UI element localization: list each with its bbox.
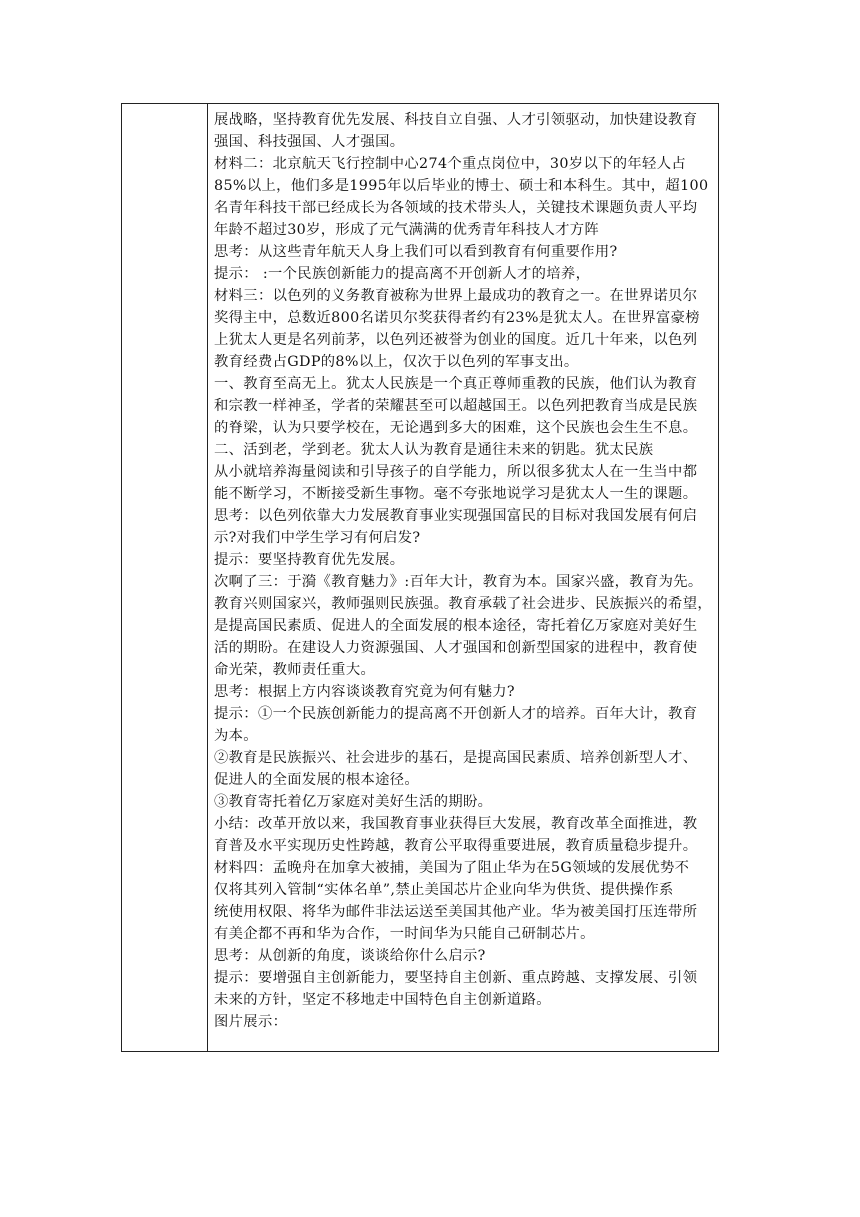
text-line: 能不断学习，不断接受新生事物。毫不夸张地说学习是犹太人一生的课题。 — [214, 486, 698, 502]
text-line: 次啊了三：于漪《教育魅力》:百年大计，教育为本。国家兴盛，教育为先。 — [214, 574, 703, 590]
text-line: 提示：要坚持教育优先发展。 — [214, 552, 405, 568]
text-line: ③教育寄托着亿万家庭对美好生活的期盼。 — [214, 794, 493, 810]
text-line: 活的期盼。在建设人力资源强国、人才强国和创新型国家的进程中，教育使 — [214, 640, 698, 656]
text-line: 提示：①一个民族创新能力的提高离不开创新人才的培养。百年大计，教育 — [214, 706, 698, 722]
text-line: 展战略，坚持教育优先发展、科技自立自强、人才引领驱动，加快建设教育 — [214, 112, 698, 128]
text-line: 思考：根据上方内容谈谈教育究竟为何有魅力? — [214, 684, 515, 700]
text-line: 促进人的全面发展的根本途径。 — [214, 772, 420, 788]
text-line: 为本。 — [214, 728, 258, 744]
text-line: 思考：从创新的角度，谈谈给你什么启示? — [214, 948, 486, 964]
text-line: 材料二：北京航天飞行控制中心274个重点岗位中，30岁以下的年轻人占 — [214, 156, 686, 172]
text-line: 未来的方针，坚定不移地走中国特色自主创新道路。 — [214, 992, 551, 1008]
lesson-table — [121, 103, 719, 1052]
text-line: 一、教育至高无上。犹太人民族是一个真正尊师重教的民族，他们认为教育 — [214, 376, 698, 392]
table-left-column — [122, 104, 208, 1051]
text-line: 小结：改革开放以来，我国教育事业获得巨大发展，教育改革全面推进，教 — [214, 816, 698, 832]
text-line: 教育兴则国家兴，教师强则民族强。教育承载了社会进步、民族振兴的希望， — [214, 596, 712, 612]
text-line: 从小就培养海量阅读和引导孩子的自学能力，所以很多犹太人在一生当中都 — [214, 464, 698, 480]
text-line: 有美企都不再和华为合作，一时间华为只能自己研制芯片。 — [214, 926, 595, 942]
text-line: 思考：从这些青年航天人身上我们可以看到教育有何重要作用? — [214, 244, 618, 260]
text-line: 提示： :一个民族创新能力的提高离不开创新人才的培养， — [214, 266, 591, 282]
text-line: 教育经费占GDP的8%以上，仅次于以色列的军事支出。 — [214, 354, 579, 370]
text-line: 材料三：以色列的义务教育被称为世界上最成功的教育之一。在世界诺贝尔 — [214, 288, 698, 304]
text-line: ②教育是民族振兴、社会进步的基石，是提高国民素质、培养创新型人才、 — [214, 750, 698, 766]
text-line: 统使用权限、将华为邮件非法运送至美国其他产业。华为被美国打压连带所 — [214, 904, 698, 920]
text-line: 85%以上，他们多是1995年以后毕业的博士、硕士和本科生。其中，超100 — [214, 178, 709, 194]
text-line: 和宗教一样神圣，学者的荣耀甚至可以超越国王。以色列把教育当成是民族 — [214, 398, 698, 414]
text-line: 的脊梁，认为只要学校在，无论遇到多大的困难，这个民族也会生生不息。 — [214, 420, 698, 436]
text-line: 强国、科技强国、人才强国。 — [214, 134, 405, 150]
text-line: 育普及水平实现历史性跨越，教育公平取得重要进展，教育质量稳步提升。 — [214, 838, 698, 854]
text-line: 年龄不超过30岁，形成了元气满满的优秀青年科技人才方阵 — [214, 222, 600, 238]
text-line: 提示：要增强自主创新能力，要坚持自主创新、重点跨越、支撑发展、引领 — [214, 970, 698, 986]
text-line: 命光荣，教师责任重大。 — [214, 662, 376, 678]
text-line: 名青年科技干部已经成长为各领域的技术带头人，关键技术课题负责人平均 — [214, 200, 698, 216]
table-content-cell — [208, 104, 718, 1051]
text-line: 是提高国民素质、促进人的全面发展的根本途径，寄托着亿万家庭对美好生 — [214, 618, 698, 634]
text-line: 上犹太人更是名列前茅，以色列还被誉为创业的国度。近几十年来，以色列 — [214, 332, 698, 348]
text-line: 思考：以色列依靠大力发展教育事业实现强国富民的目标对我国发展有何启 — [214, 508, 698, 524]
text-line: 仅将其列入管制“实体名单”,禁止美国芯片企业向华为供货、提供操作系 — [214, 882, 674, 898]
text-line: 奖得主中，总数近800名诺贝尔奖获得者约有23%是犹太人。在世界富豪榜 — [214, 310, 700, 326]
text-line: 示?对我们中学生学习有何启发? — [214, 530, 421, 546]
text-line: 图片展示： — [214, 1014, 288, 1030]
text-line: 材料四：孟晚舟在加拿大被捕，美国为了阻止华为在5G领域的发展优势不 — [214, 860, 690, 876]
text-line: 二、活到老，学到老。犹太人认为教育是通往未来的钥匙。犹太民族 — [214, 442, 654, 458]
